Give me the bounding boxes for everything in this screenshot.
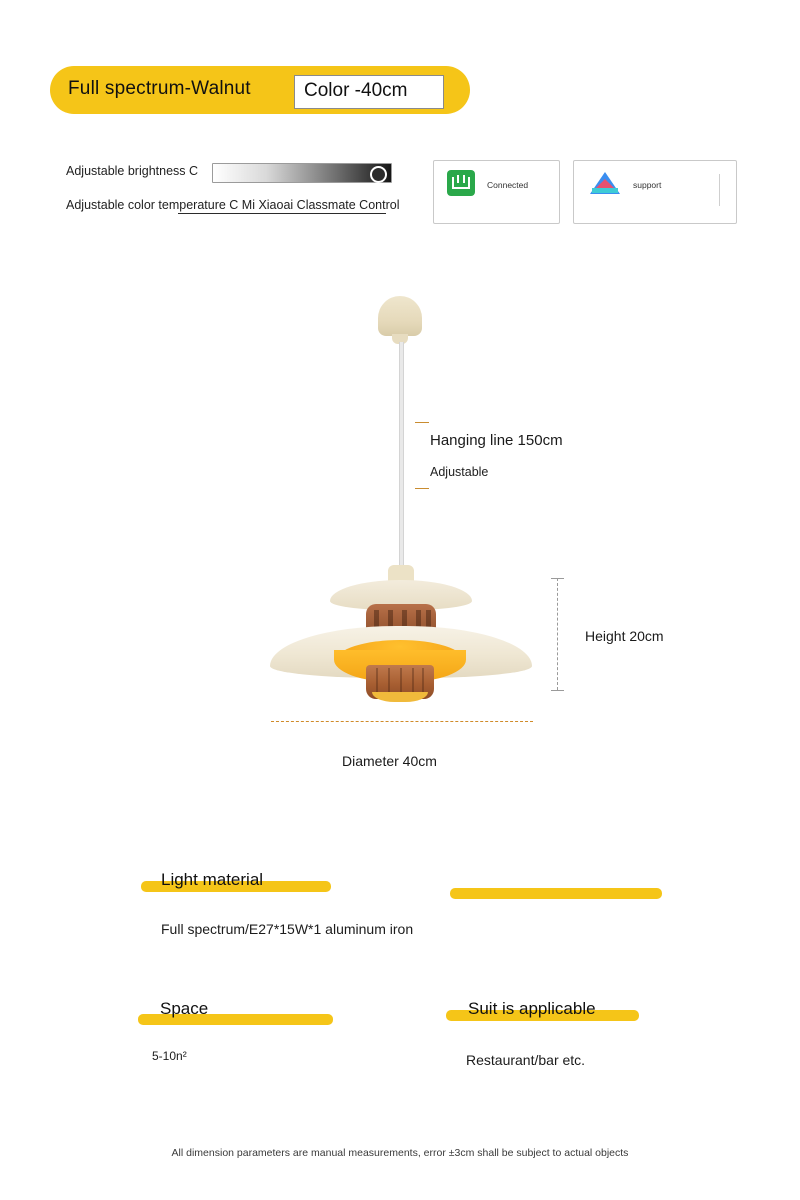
lamp-canopy bbox=[378, 296, 422, 336]
space-body: 5-10n² bbox=[152, 1049, 187, 1063]
height-dimension-cap-top bbox=[551, 578, 564, 579]
hanging-line-tick-bottom bbox=[415, 488, 429, 489]
brightness-slider[interactable] bbox=[212, 163, 392, 183]
badge-label-connected: Connected bbox=[487, 180, 529, 190]
space-heading: Space bbox=[160, 999, 209, 1018]
footnote: All dimension parameters are manual measurements, error ±3cm shall be subject to actual objects bbox=[171, 1147, 629, 1159]
diameter-dimension-line bbox=[271, 721, 533, 722]
height-label: Height 20cm bbox=[585, 628, 664, 644]
badge-label-support: support bbox=[633, 180, 662, 190]
lamp-bottom-diffuser bbox=[372, 692, 428, 702]
mijia-icon bbox=[447, 170, 475, 196]
material-heading: Light material bbox=[161, 870, 264, 889]
hanging-line-label: Hanging line 150cm bbox=[430, 432, 563, 449]
color-temperature-underline bbox=[178, 213, 386, 214]
xiaoai-triangle-icon bbox=[590, 172, 620, 194]
hanging-line-note: Adjustable bbox=[430, 465, 489, 479]
color-temperature-label: Adjustable color temperature C Mi Xiaoai Classmate Control bbox=[66, 198, 400, 212]
lamp-cord bbox=[399, 342, 404, 570]
diameter-label: Diameter 40cm bbox=[342, 753, 437, 769]
brightness-label: Adjustable brightness C bbox=[66, 164, 199, 178]
material-body: Full spectrum/E27*15W*1 aluminum iron bbox=[161, 921, 414, 937]
suit-body: Restaurant/bar etc. bbox=[466, 1052, 586, 1068]
height-dimension-line bbox=[557, 578, 558, 690]
suit-heading: Suit is applicable bbox=[468, 999, 596, 1018]
badge-divider bbox=[719, 174, 720, 206]
height-dimension-cap-bottom bbox=[551, 690, 564, 691]
brightness-slider-knob[interactable] bbox=[370, 166, 387, 183]
decor-highlight-bar bbox=[450, 888, 662, 899]
hanging-line-tick-top bbox=[415, 422, 429, 423]
title-variant-label: Color -40cm bbox=[304, 80, 408, 101]
page-title: Full spectrum-Walnut bbox=[68, 78, 251, 99]
